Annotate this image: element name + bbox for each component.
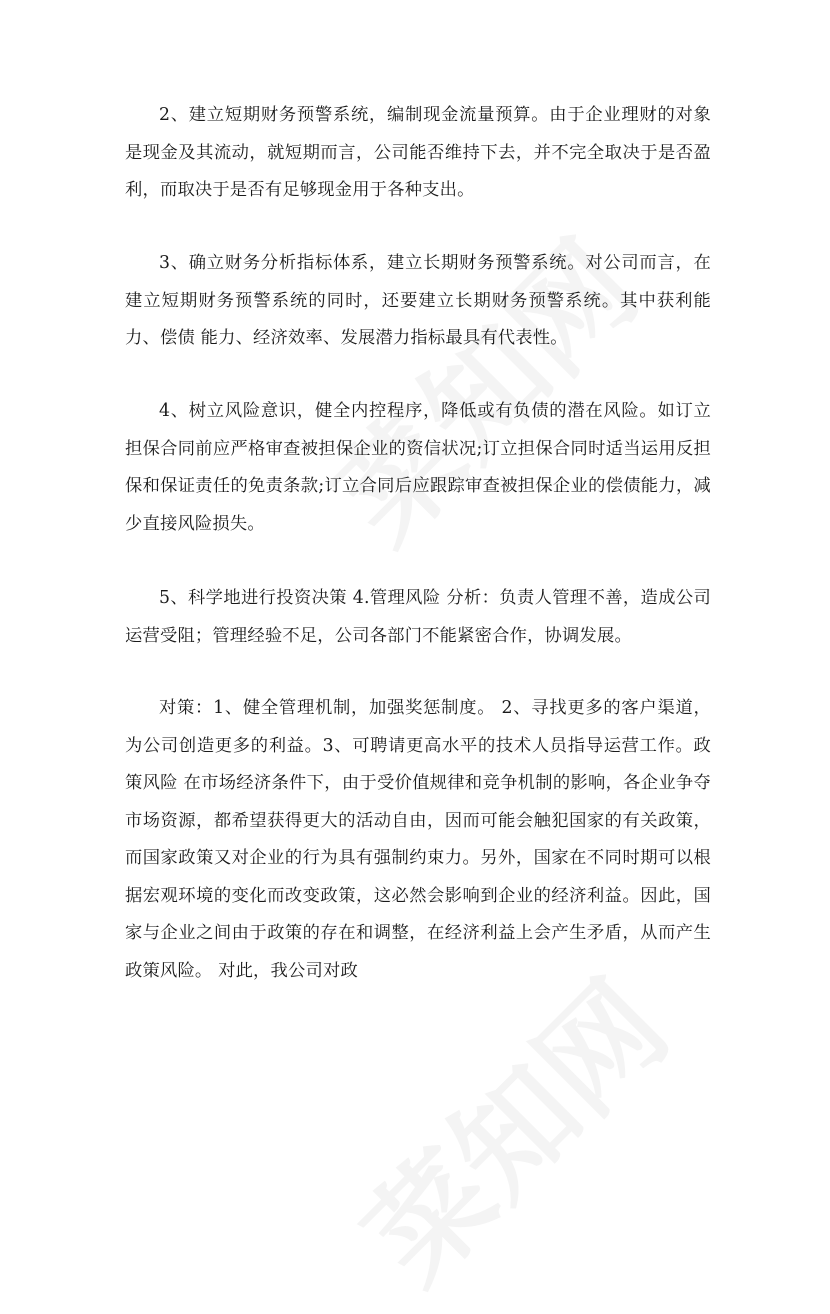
paragraph-2: 2、建立短期财务预警系统，编制现金流量预算。由于企业理财的对象是现金及其流动，就短期而言，公司能否维持下去，并不完全取决于是否盈利，而取决于是否有足够现金用于各种支出。 xyxy=(125,105,711,200)
paragraph-5: 5、科学地进行投资决策 4.管理风险 分析：负责人管理不善，造成公司运营受阻；管理经验不足，公司各部门不能紧密合作，协调发展。 xyxy=(125,588,711,646)
paragraph-4: 4、树立风险意识，健全内控程序，降低或有负债的潜在风险。如订立担保合同前应严格审查被担保企业的资信状况;订立担保合同时适当运用反担保和保证责任的免责条款;订立合同后应跟踪审查被担保企业的偿债能力，减少直接风险损失。 xyxy=(125,401,711,534)
paragraph-3: 3、确立财务分析指标体系，建立长期财务预警系统。对公司而言，在建立短期财务预警系统的同时，还要建立长期财务预警系统。其中获利能力、偿债 能力、经济效率、发展潜力指标最具有代表性。 xyxy=(125,253,711,348)
watermark xyxy=(322,938,698,1314)
paragraph-countermeasures: 对策：1、健全管理机制，加强奖惩制度。 2、寻找更多的客户渠道，为公司创造更多的利益。3、可聘请更高水平的技术人员指导运营工作。政策风险 在市场经济条件下，由于受价值规律和竞争机制的影响，各企业争夺市场资源，都希望获得更大的活动自由，因而可能会触犯国家的有关政策，而国家政策又对企业的行为具有强制约束力。另外，国家在不同时期可以根据宏观环境的变化而改变政策，这必然会影响到企业的经济利益。因此，国家与企业之间由于政策的存在和调整，在经济利益上会产生矛盾，从而产生政策风险。 对此，我公司对政 xyxy=(125,698,711,981)
